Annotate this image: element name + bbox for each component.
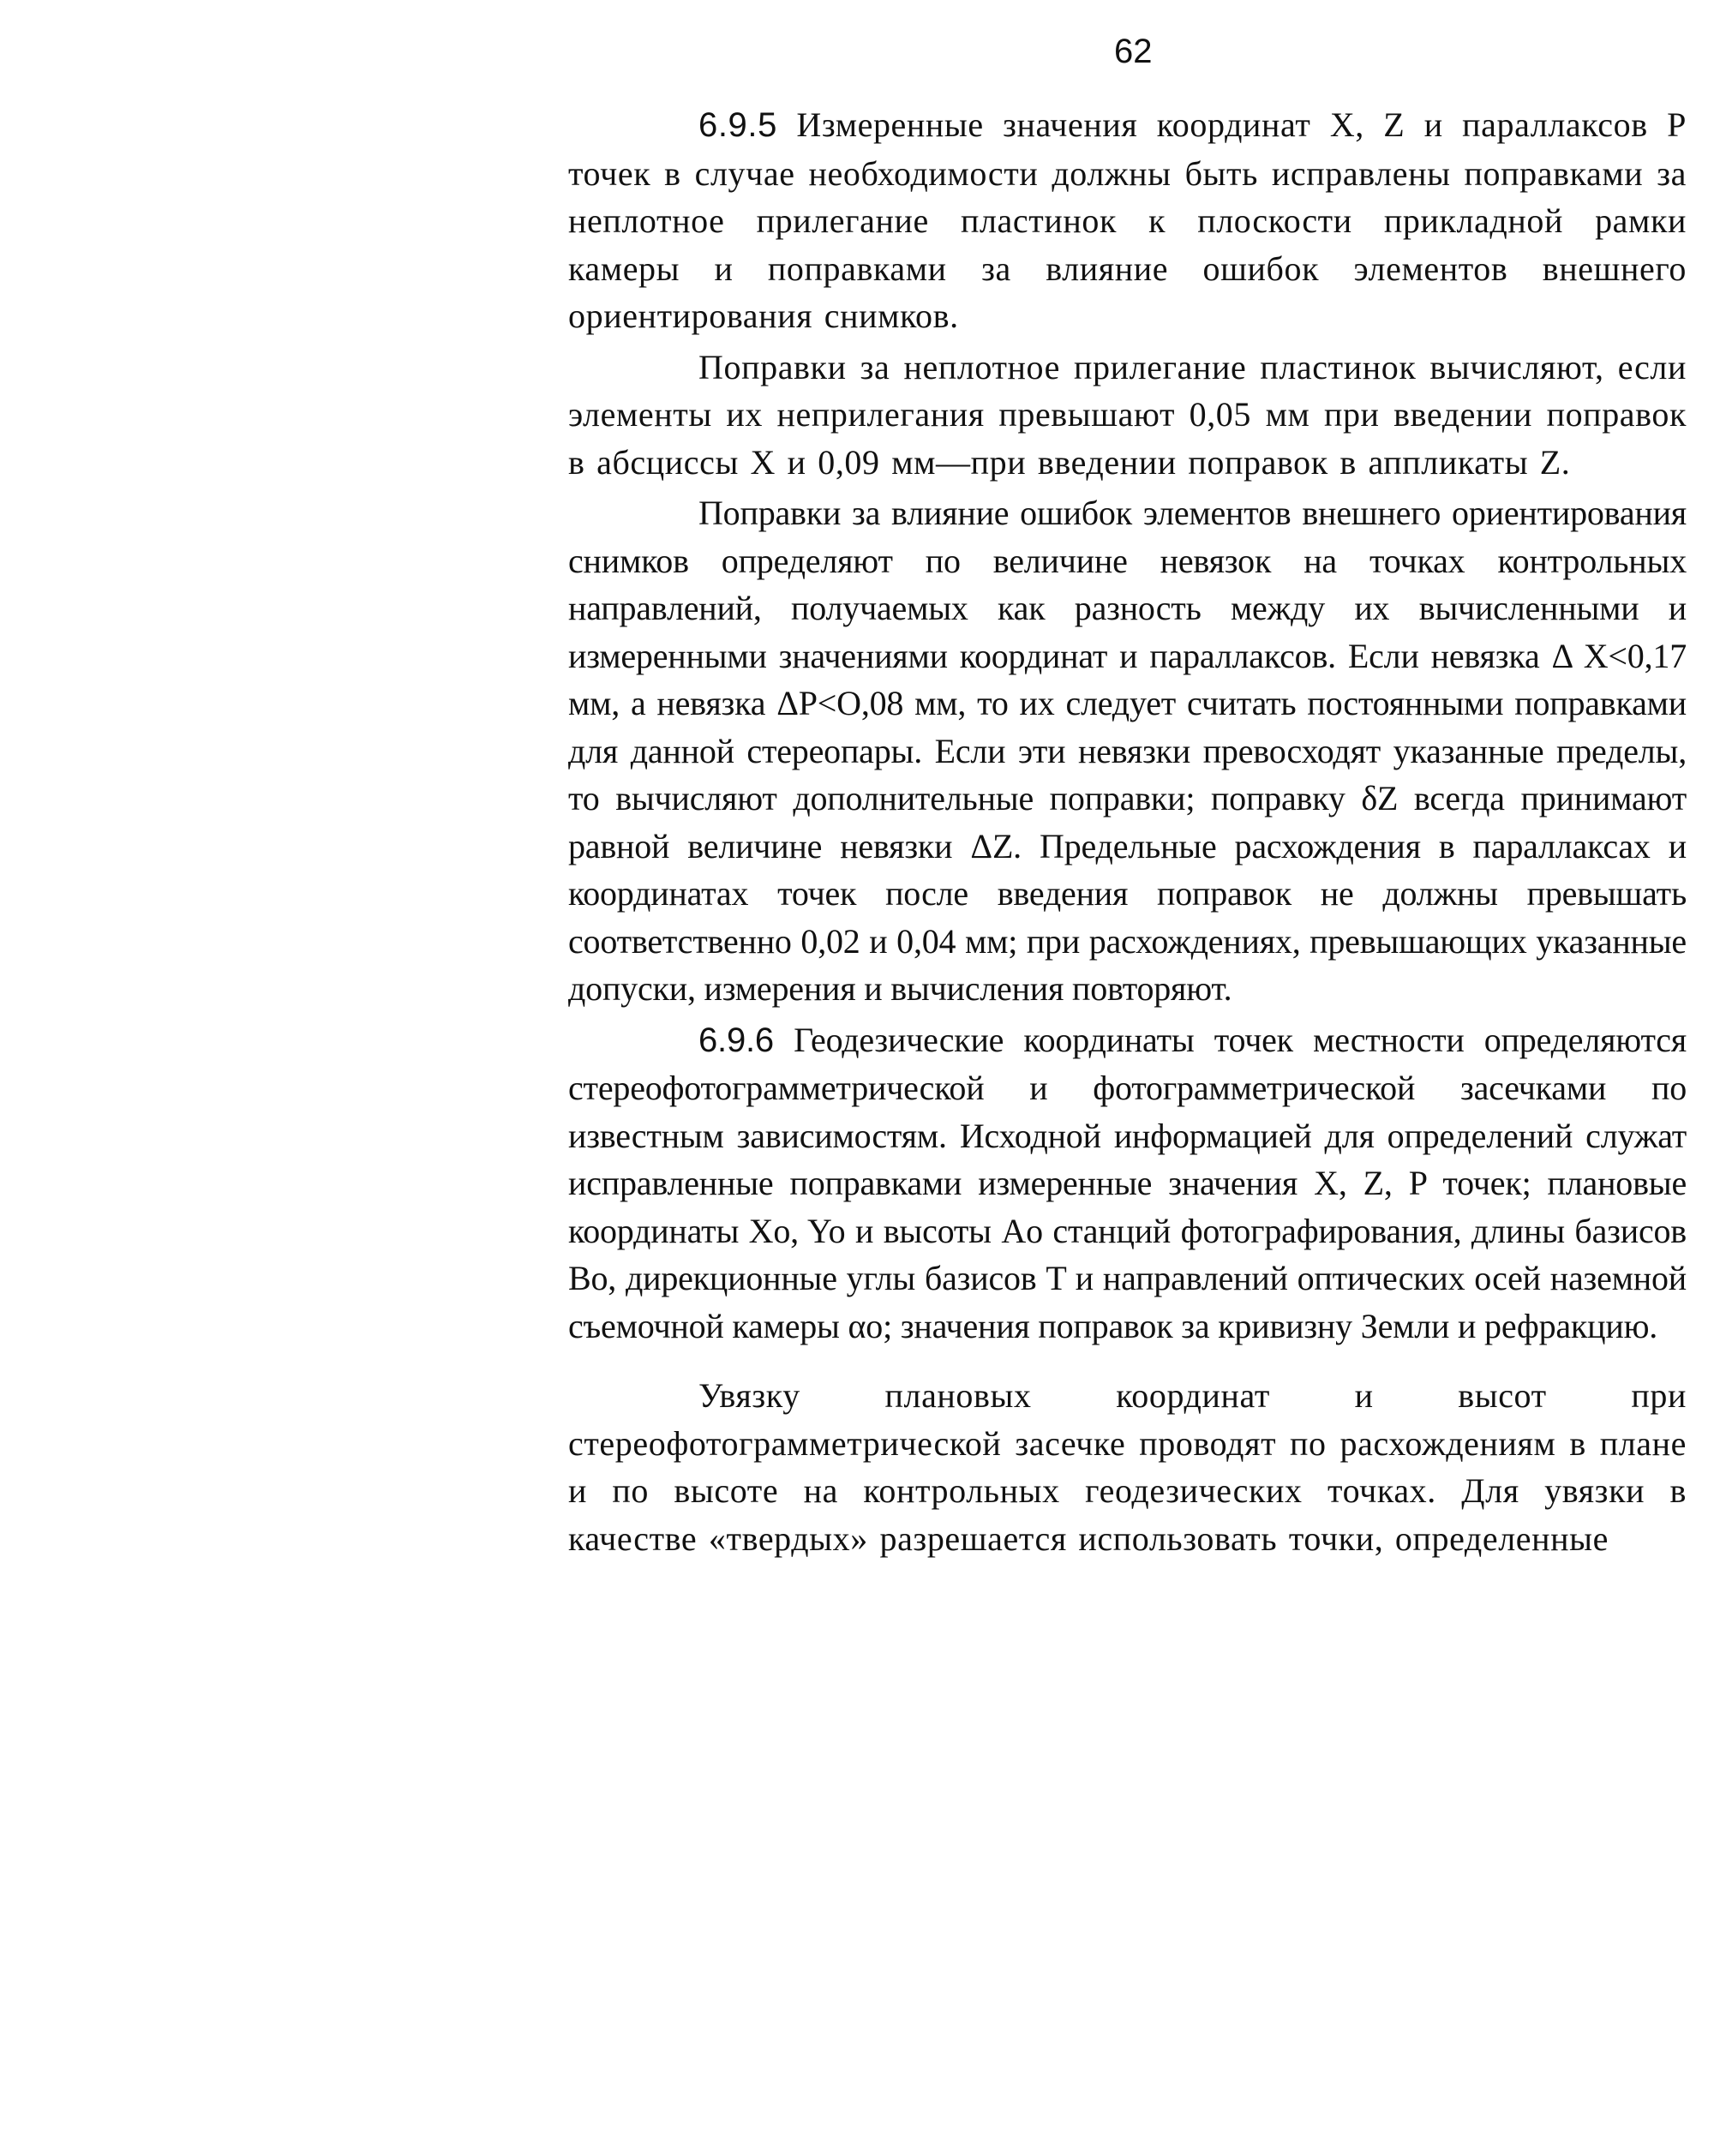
paragraph-text: Поправки за неплотное прилегание пластинок вычисляют, если элементы их неприлегания превышают 0,05 мм при введении поправок в абсциссы X и 0,09 мм—при введении поправок в аппликаты Z. xyxy=(568,347,1687,482)
paragraph-text: Измеренные значения координат X, Z и параллаксов P точек в случае необходимости должны быть исправлены поправками за неплотное прилегание пластинок к плоскости прикладной рамки камеры и поправками за влияние ошибок элементов внешнего ориентирования снимков. xyxy=(568,105,1687,335)
section-number: 6.9.6 xyxy=(698,1021,774,1059)
body-text xyxy=(568,101,1687,1562)
page-number: 62 xyxy=(1114,33,1153,70)
paragraph-text: Увязку плановых координат и высот при стереофотограмметрической засечке проводят по расхождениям в плане и по высоте на контрольных геодезических точках. Для увязки в качестве «твердых» разрешается использовать точки, определенные xyxy=(568,1376,1687,1558)
paragraph-adjustment xyxy=(568,1372,1687,1562)
section-number: 6.9.5 xyxy=(698,106,777,144)
paragraph-text: Поправки за влияние ошибок элементов внешнего ориентирования снимков определяют по величине невязок на точках контрольных направлений, получаемых как разность между их вычисленными и измеренными значениями координат и параллаксов. Если невязка Δ X<0,17 мм, а невязка ΔP<O,08 мм, то их следует считать постоянными поправками для данной стереопары. Если эти невязки превосходят указанные пределы, то вычисляют дополнительные поправки; поправку δZ всегда принимают равной величине невязки ΔZ. Предельные расхождения в параллаксах и координатах точек после введения поправок не должны превышать соответственно 0,02 и 0,04 мм; при расхождениях, превышающих указанные допуски, измерения и вычисления повторяют. xyxy=(568,494,1687,1008)
paragraph-corrections-orientation xyxy=(568,489,1687,1013)
paragraph-corrections-tilt xyxy=(568,344,1687,487)
paragraph-6-9-5 xyxy=(568,101,1687,340)
paragraph-6-9-6 xyxy=(568,1016,1687,1350)
paragraph-text: Геодезические координаты точек местности определяются стереофотограмметрической и фотограмметрической засечками по известным зависимостям. Исходной информацией для определений служат исправленные поправками измеренные значения X, Z, P точек; плановые координаты Xo, Yo и высоты Ao станций фотографирования, длины базисов Bo, дирекционные углы базисов T и направлений оптических осей наземной съемочной камеры αo; значения поправок за кривизну Земли и рефракцию. xyxy=(568,1020,1687,1345)
